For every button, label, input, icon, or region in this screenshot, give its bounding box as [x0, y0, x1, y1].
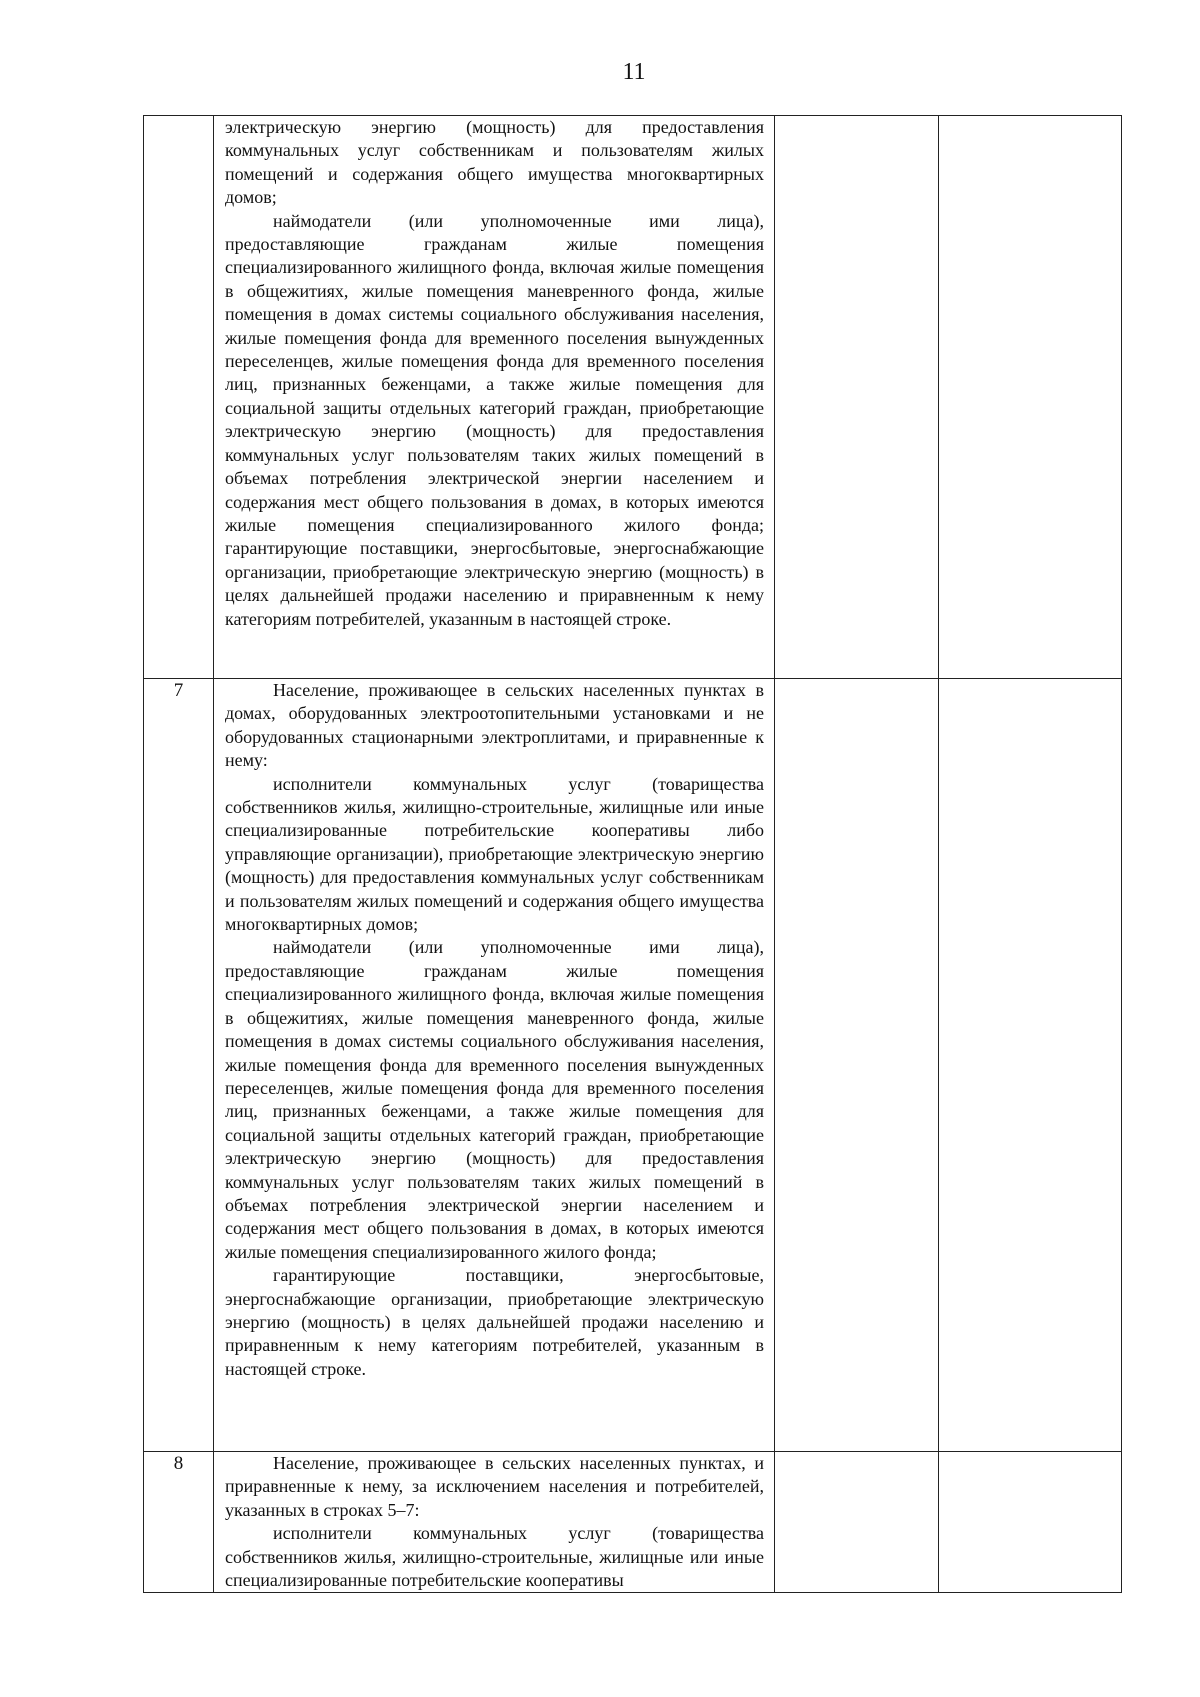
row-number-cell [144, 679, 214, 1452]
row-number: 7 [173, 680, 184, 701]
row-number: 8 [173, 1453, 184, 1474]
row-number-cell [144, 116, 214, 679]
table-row [144, 116, 1122, 679]
row-description-cell [214, 1452, 775, 1593]
row-description-cell [214, 116, 775, 679]
row-paragraph: исполнители коммунальных услуг (товарищества собственников жилья, жилищно-строительные, жилищные или иные специализированные потребительские кооперативы [225, 1523, 764, 1591]
value-cell-empty [775, 1452, 939, 1593]
row-paragraph: наймодатели (или уполномоченные ими лица), предоставляющие гражданам жилые помещения специализированного жилищного фонда, включая жилые помещения в общежитиях, жилые помещения маневренного фонда, жилые помещения в домах системы социального обслуживания населения, жилые помещения фонда для временного поселения вынужденных переселенцев, жилые помещения фонда для временного поселения лиц, признанных беженцами, а также жилые помещения для социальной защиты отдельных категорий граждан, приобретающие электрическую энергию (мощность) для предоставления коммунальных услуг пользователям таких жилых помещений в объемах потребления электрической энергии населением и содержания мест общего пользования в домах, в которых имеются жилые помещения специализированного жилого фонда; гарантирующие поставщики, энергосбытовые, энергоснабжающие организации, приобретающие электрическую энергию (мощность) в целях дальнейшей продажи населению и приравненным к нему категориям потребителей, указанным в настоящей строке. [225, 210, 764, 629]
table-row [144, 1452, 1122, 1593]
value-cell-empty [939, 679, 1122, 1452]
row-paragraph: гарантирующие поставщики, энергосбытовые, энергоснабжающие организации, приобретающие электрическую энергию (мощность) в целях дальнейшей продажи населению и приравненным к нему категориям потребителей, указанным в настоящей строке. [225, 1265, 764, 1379]
row-paragraph: наймодатели (или уполномоченные ими лица), предоставляющие гражданам жилые помещения специализированного жилищного фонда, включая жилые помещения в общежитиях, жилые помещения маневренного фонда, жилые помещения в домах системы социального обслуживания населения, жилые помещения фонда для временного поселения вынужденных переселенцев, жилые помещения фонда для временного поселения лиц, признанных беженцами, а также жилые помещения для социальной защиты отдельных категорий граждан, приобретающие электрическую энергию (мощность) для предоставления коммунальных услуг пользователям таких жилых помещений в объемах потребления электрической энергии населением и содержания мест общего пользования в домах, в которых имеются жилые помещения специализированного жилого фонда; [225, 937, 764, 1262]
tariff-table [143, 115, 1122, 1593]
table-row [144, 679, 1122, 1452]
row-paragraph: Население, проживающее в сельских населенных пунктах в домах, оборудованных электроотопительными установками и не оборудованных стационарными электроплитами, и приравненные к нему: [225, 680, 764, 771]
row-paragraph: Население, проживающее в сельских населенных пунктах, и приравненные к нему, за исключением населения и потребителей, указанных в строках 5–7: [225, 1453, 764, 1520]
value-cell-empty [775, 116, 939, 679]
row-paragraph: электрическую энергию (мощность) для предоставления коммунальных услуг собственникам и пользователям жилых помещений и содержания общего имущества многоквартирных домов; [225, 117, 764, 208]
page-number: 11 [622, 59, 646, 85]
row-number-cell [144, 1452, 214, 1593]
value-cell-empty [775, 679, 939, 1452]
value-cell-empty [939, 116, 1122, 679]
row-description-cell [214, 679, 775, 1452]
value-cell-empty [939, 1452, 1122, 1593]
row-paragraph: исполнители коммунальных услуг (товарищества собственников жилья, жилищно-строительные, жилищные или иные специализированные потребительские кооперативы либо управляющие организации), приобретающие электрическую энергию (мощность) для предоставления коммунальных услуг собственникам и пользователям жилых помещений и содержания общего имущества многоквартирных домов; [225, 773, 764, 935]
